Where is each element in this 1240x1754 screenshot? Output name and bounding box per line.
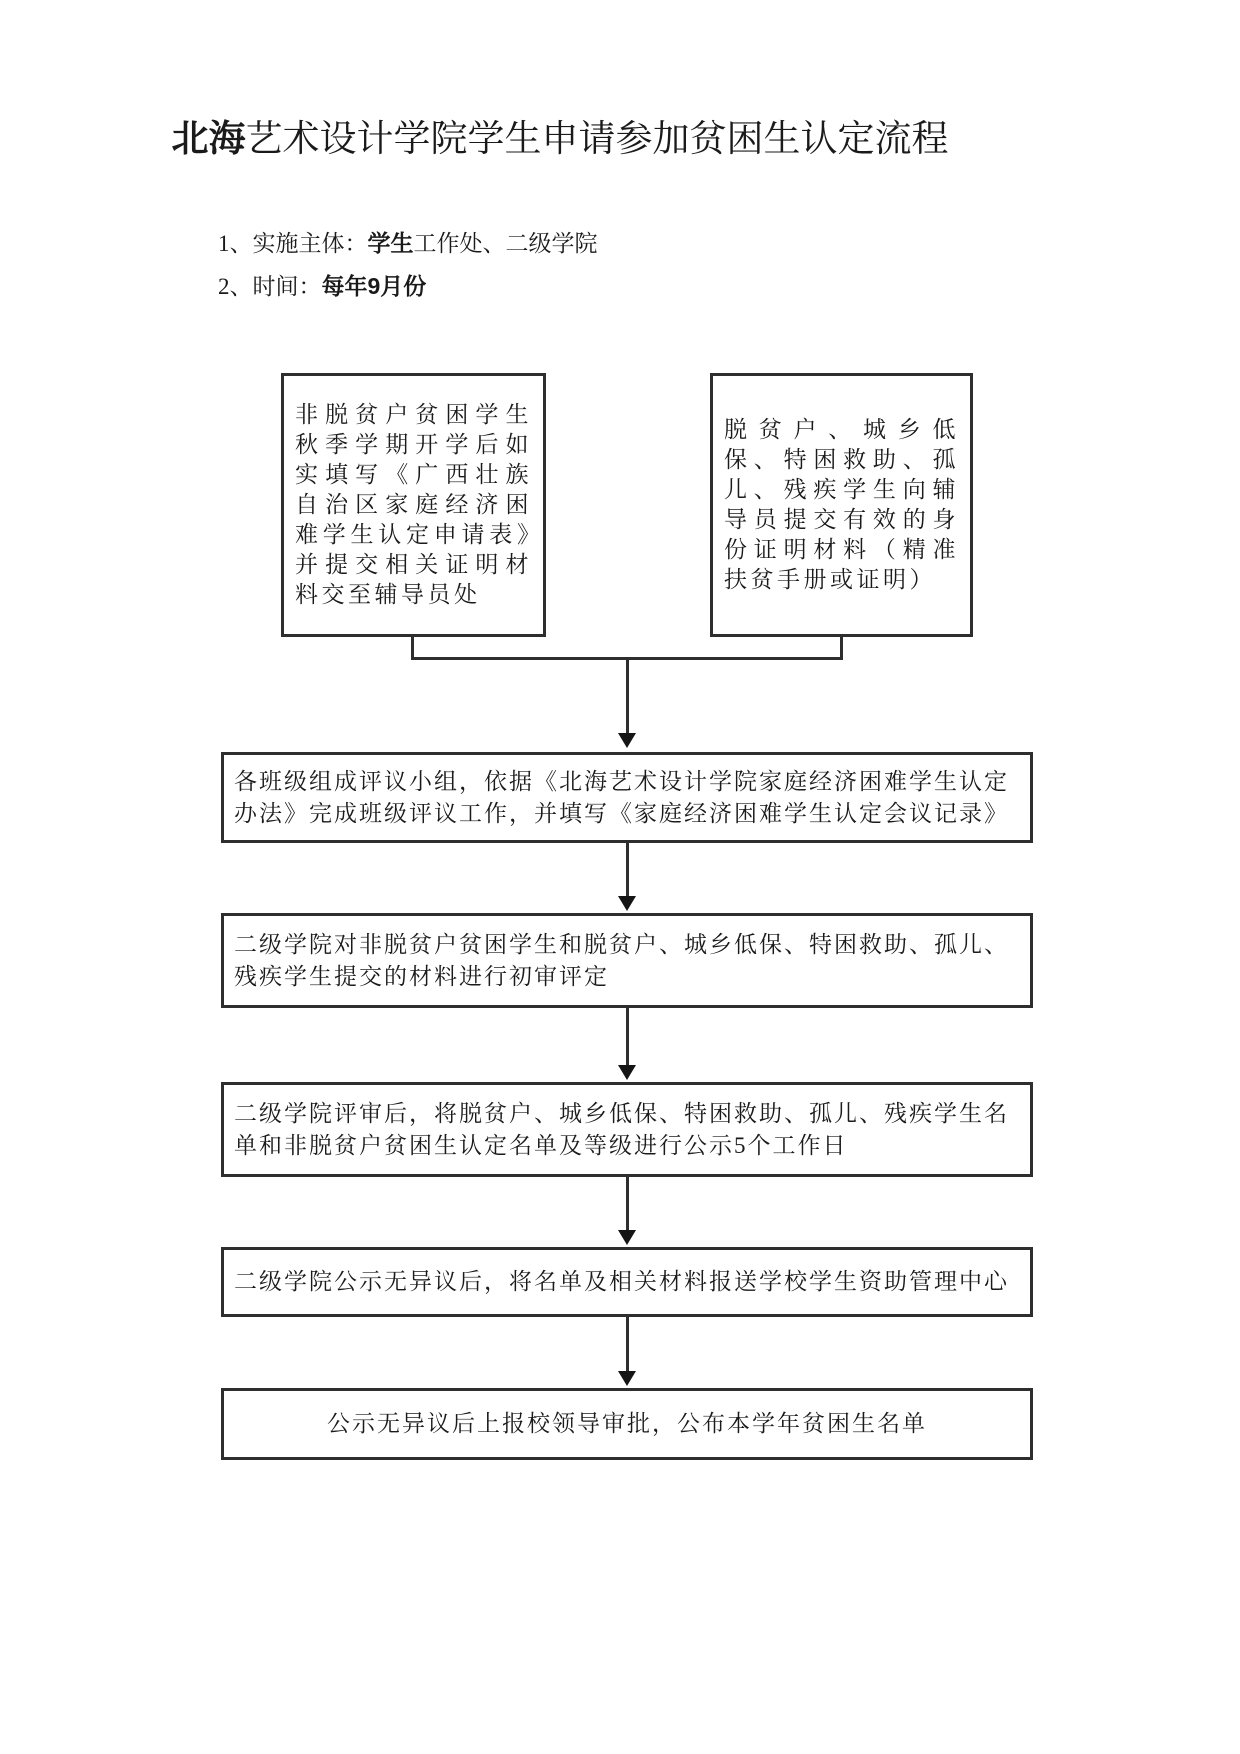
arrow-1-head-down-icon — [618, 733, 636, 748]
arrow-1-line — [626, 657, 629, 735]
note-1-tail: 工作处、二级学院 — [413, 231, 598, 256]
note-2-marker: 2、 — [218, 274, 253, 299]
arrow-3-head-down-icon — [618, 1065, 636, 1080]
flow-box-class-review — [221, 752, 1033, 843]
flow-box-non-poverty-students-text: 非脱贫户贫困学生秋季学期开学后如实填写《广西壮族自治区家庭经济困难学生认定申请表》并提交相关证明材料交至辅导员处 — [295, 402, 532, 607]
title-lead-text: 北海 — [171, 118, 246, 159]
flow-box-non-poverty-students — [281, 373, 546, 637]
flow-box-final-approval — [221, 1388, 1033, 1460]
flow-box-submit-to-aid-center — [221, 1247, 1033, 1317]
note-1-emphasis: 学生 — [367, 230, 414, 256]
arrow-3-line — [626, 1008, 629, 1067]
flow-box-submit-to-aid-center-text: 二级学院公示无异议后，将名单及相关材料报送学校学生资助管理中心 — [234, 1269, 1009, 1294]
flow-box-special-group-students-text: 脱贫户、城乡低保、特困救助、孤儿、残疾学生向辅导员提交有效的身份证明材料（精准扶贫手册或证明） — [724, 417, 959, 592]
arrow-4-head-down-icon — [618, 1230, 636, 1245]
notes-list — [218, 222, 598, 308]
arrow-2-line — [626, 843, 629, 898]
flow-box-college-initial-review-text: 二级学院对非脱贫户贫困学生和脱贫户、城乡低保、特困救助、孤儿、残疾学生提交的材料进行初审评定 — [234, 931, 1009, 989]
flow-box-college-initial-review — [221, 913, 1033, 1008]
arrow-5-line — [626, 1317, 629, 1373]
flow-box-publicity-5-days-text: 二级学院评审后，将脱贫户、城乡低保、特困救助、孤儿、残疾学生名单和非脱贫户贫困生认定名单及等级进行公示5个工作日 — [234, 1100, 1009, 1158]
note-1-marker: 1、 — [218, 231, 253, 256]
flow-box-special-group-students — [710, 373, 973, 637]
arrow-2-head-down-icon — [618, 896, 636, 911]
note-2-emphasis: 每年9月份 — [321, 273, 427, 299]
note-1-label: 实施主体： — [252, 231, 368, 256]
arrow-5-head-down-icon — [618, 1371, 636, 1386]
arrow-4-line — [626, 1177, 629, 1232]
page-title — [0, 108, 1120, 162]
note-time — [218, 265, 598, 308]
title-rest-text: 艺术设计学院学生申请参加贫困生认定流程 — [245, 118, 949, 159]
flow-box-final-approval-text: 公示无异议后上报校领导审批，公布本学年贫困生名单 — [327, 1411, 927, 1436]
flow-box-class-review-text: 各班级组成评议小组，依据《北海艺术设计学院家庭经济困难学生认定办法》完成班级评议工作，并填写《家庭经济困难学生认定会议记录》 — [234, 768, 1009, 826]
flow-box-publicity-5-days — [221, 1082, 1033, 1177]
note-implementer — [218, 222, 598, 265]
note-2-label: 时间： — [252, 274, 322, 299]
